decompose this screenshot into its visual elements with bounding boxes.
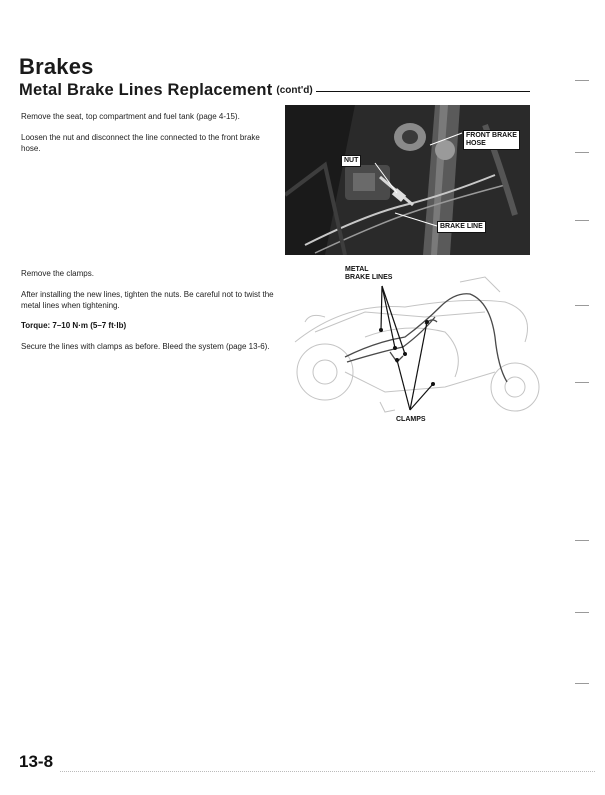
section-rule	[316, 91, 530, 92]
section-continued-note: (cont'd)	[276, 84, 313, 96]
step-remove-clamps: Remove the clamps.	[21, 269, 94, 278]
torque-spec: Torque: 7–10 N·m (5–7 ft·lb)	[21, 321, 127, 330]
margin-mark	[575, 612, 589, 613]
chapter-title: Brakes	[19, 54, 94, 79]
label-nut: NUT	[341, 155, 361, 167]
step-loosen-nut: Loosen the nut and disconnect the line connected to the front brake hose.	[21, 133, 260, 153]
margin-mark	[575, 220, 589, 221]
photo-illustration	[285, 105, 530, 255]
margin-mark	[575, 80, 589, 81]
step-remove-seat: Remove the seat, top compartment and fuel tank (page 4-15).	[21, 112, 240, 121]
section-heading	[19, 80, 530, 100]
margin-mark	[575, 382, 589, 383]
label-metal-brake-lines: METAL BRAKE LINES	[345, 266, 393, 281]
label-front-brake-hose: FRONT BRAKE HOSE	[463, 130, 520, 150]
page-number: 13-8	[19, 752, 54, 771]
footer-rule	[60, 771, 595, 772]
label-brake-line: BRAKE LINE	[437, 221, 486, 233]
label-clamps: CLAMPS	[396, 416, 426, 423]
margin-mark	[575, 540, 589, 541]
margin-mark	[575, 152, 589, 153]
section-title: Metal Brake Lines Replacement	[19, 80, 273, 99]
motorcycle-illustration	[285, 262, 545, 432]
margin-mark	[575, 683, 589, 684]
brake-line-photo	[285, 105, 530, 255]
step-install-lines: After installing the new lines, tighten the nuts. Be careful not to twist the metal lines when tightening.	[21, 290, 274, 310]
motorcycle-brake-line-diagram	[285, 262, 545, 432]
margin-mark	[575, 305, 589, 306]
step-secure-lines: Secure the lines with clamps as before. Bleed the system (page 13-6).	[21, 342, 270, 351]
